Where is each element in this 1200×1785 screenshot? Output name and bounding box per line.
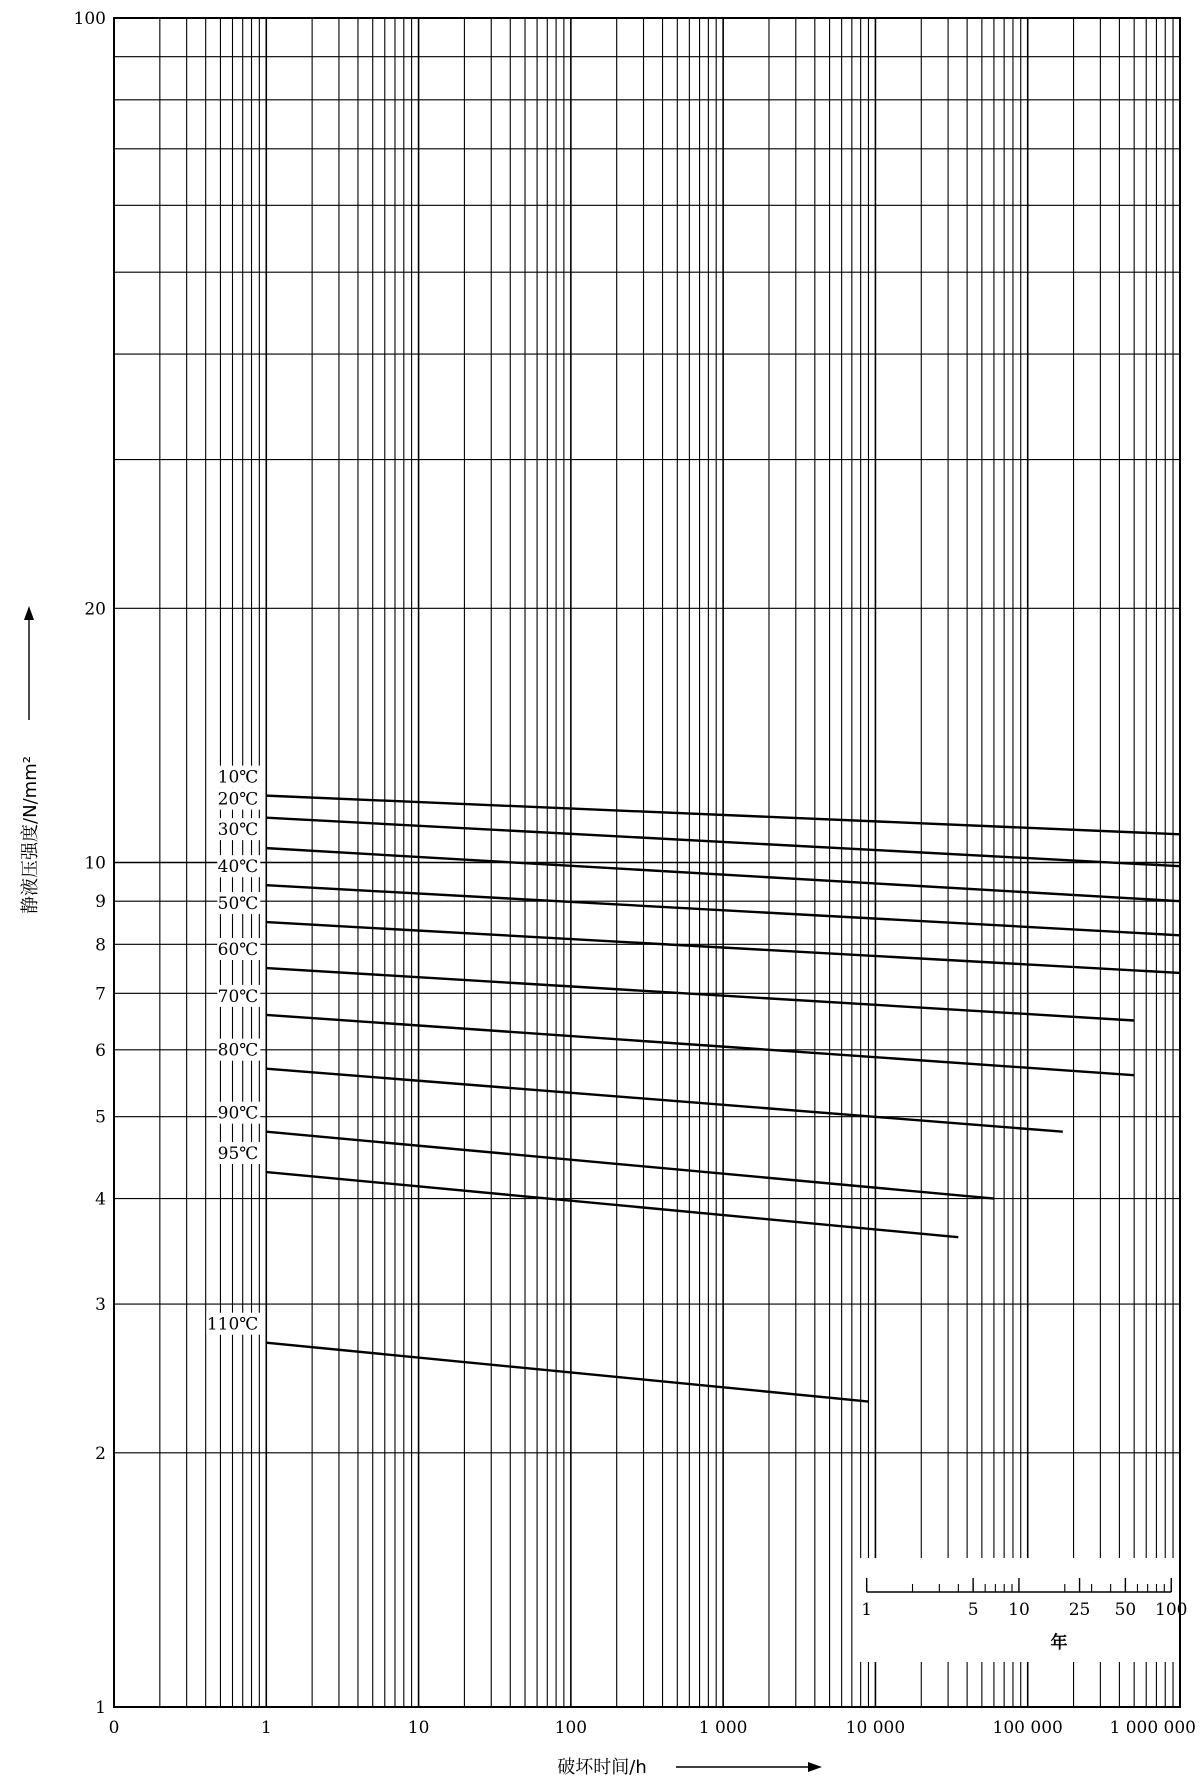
years-tick-label: 10: [1008, 1600, 1030, 1620]
series-line-9: [266, 1172, 958, 1237]
series-label-9: 95℃: [217, 1144, 259, 1165]
x-tick-label: 1: [260, 1718, 272, 1738]
years-tick-label: 100: [1155, 1600, 1188, 1620]
y-tick-label: 9: [95, 892, 106, 913]
years-tick-label: 5: [967, 1600, 979, 1620]
x-tick-label: 10: [407, 1718, 430, 1738]
series-line-7: [266, 1069, 1063, 1132]
x-tick-label: 10 000: [845, 1718, 906, 1738]
series-label-3: 40℃: [217, 857, 259, 878]
series-label-0: 10℃: [217, 767, 259, 788]
y-tick-label: 6: [95, 1040, 106, 1061]
y-tick-label: 2: [95, 1443, 106, 1464]
years-tick-label: 1: [861, 1600, 873, 1620]
x-axis-title: 破坏时间/h: [557, 1757, 647, 1778]
y-tick-label: 1: [95, 1698, 106, 1718]
years-tick-label: 25: [1068, 1600, 1091, 1620]
x-tick-label: 1 000: [698, 1718, 748, 1738]
x-tick-label: 1 000 000: [1109, 1718, 1196, 1738]
y-axis-title: 静液压强度/N/mm²: [20, 756, 41, 914]
y-tick-label: 100: [73, 9, 106, 29]
y-tick-label: 3: [95, 1295, 106, 1316]
series-label-10: 110℃: [206, 1314, 259, 1335]
y-tick-labels: [74, 9, 106, 1718]
x-tick-label: 0: [108, 1718, 120, 1738]
years-tick-label: 50: [1114, 1600, 1137, 1620]
years-axis-title: 年: [1050, 1633, 1068, 1653]
y-tick-label: 10: [84, 853, 106, 874]
x-tick-labels: [109, 1718, 1196, 1738]
y-tick-label: 4: [95, 1189, 106, 1210]
x-tick-label: 100: [554, 1718, 588, 1738]
x-axis-arrow: [676, 1762, 822, 1772]
series-label-1: 20℃: [217, 789, 259, 810]
series-line-10: [266, 1343, 868, 1402]
y-tick-label: 5: [95, 1107, 106, 1128]
y-tick-label: 20: [84, 599, 106, 620]
grid: [114, 18, 1180, 1707]
y-tick-label: 7: [95, 984, 106, 1005]
x-tick-label: 100 000: [992, 1718, 1063, 1738]
years-inset: [853, 1558, 1188, 1662]
series-label-2: 30℃: [217, 820, 259, 841]
series-label-7: 80℃: [217, 1040, 259, 1061]
series-label-8: 90℃: [217, 1103, 259, 1124]
series-line-8: [266, 1132, 994, 1199]
y-axis-arrow: [24, 606, 34, 720]
series-label-4: 50℃: [217, 894, 259, 915]
series-label-6: 70℃: [217, 986, 259, 1007]
y-tick-label: 8: [95, 935, 106, 956]
series-label-5: 60℃: [217, 940, 259, 961]
